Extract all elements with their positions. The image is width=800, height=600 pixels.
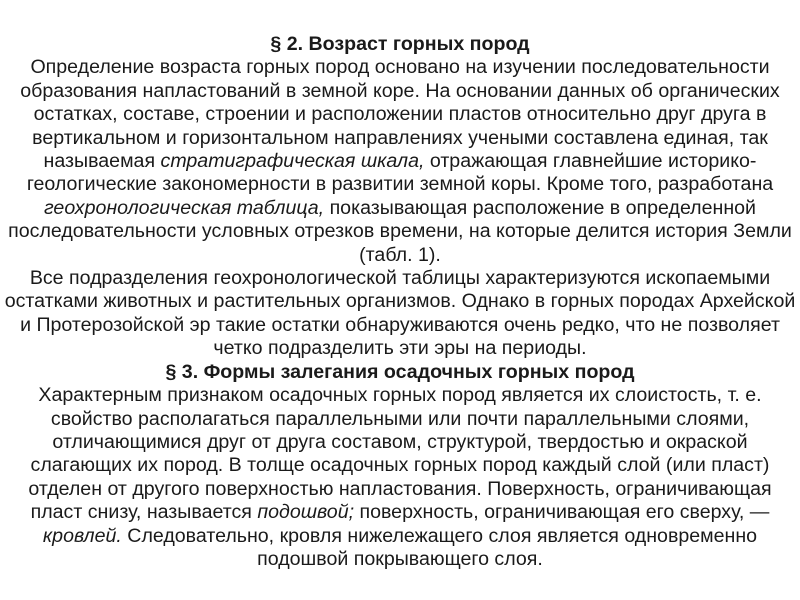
term-bottom-surface: подошвой; xyxy=(257,501,355,524)
section-3-paragraph-1 xyxy=(4,384,796,571)
term-top-surface: кровлей. xyxy=(42,524,122,547)
section-2-paragraph-1-text-c: показывающая расположение в определенной последовательности условных отрезков времени, на которые делится история Земли (табл. 1). xyxy=(8,196,792,266)
term-geochronological-table: геохронологическая таблица, xyxy=(43,196,325,219)
section-3-paragraph-1-text-a: Характерным признаком осадочных горных пород является их слоистость, т. е. свойство располагаться параллельными или почти параллельными слоями, отличающимися друг от друга составом, структурой, твердостью и окраской слагающих их пород. В толще осадочных горных пород каждый слой (или пласт) отделен от другого поверхностью напластования. Поверхность, ограничивающая пласт снизу, называется xyxy=(28,384,772,524)
section-2-paragraph-1-text-b: отражающая главнейшие историко-геологические закономерности в развитии земной коры. Кроме того, разработана xyxy=(26,150,774,196)
section-2-paragraph-1-text-a: Определение возраста горных пород основано на изучении последовательности образования напластований в земной коре. На основании данных об органических остатках, составе, строении и расположении пластов относительно друг друга в вертикальном и горизонтальном направлениях учеными составлена единая, так называемая xyxy=(20,56,780,173)
section-3-heading: § 3. Формы залегания осадочных горных пород xyxy=(165,360,635,383)
term-stratigraphic-scale: стратиграфическая шкала, xyxy=(160,150,425,173)
section-3-paragraph-1-text-b: поверхность, ограничивающая его сверху, — xyxy=(354,501,770,524)
section-2-heading: § 2. Возраст горных пород xyxy=(270,33,530,55)
section-3-paragraph-1-text-c: Следовательно, кровля нижележащего слоя является одновременно подошвой покрывающего слоя. xyxy=(121,524,758,570)
section-2-paragraph-1 xyxy=(4,56,796,267)
section-2-paragraph-2: Все подразделения геохронологической таблицы характеризуются ископаемыми остатками животных и растительных организмов. Однако в горных породах Архейской и Протерозойской эр такие остатки обнаруживаются очень редко, что не позволяет четко подразделить эти эры на периоды. xyxy=(4,267,796,360)
